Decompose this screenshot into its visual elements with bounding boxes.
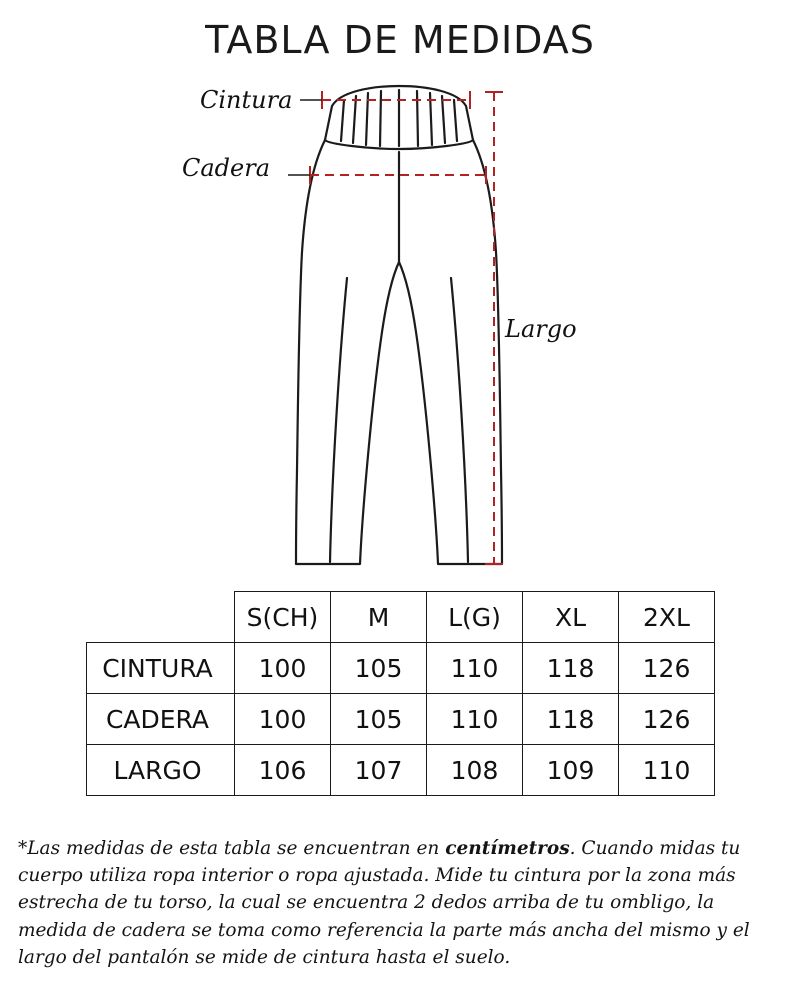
column-header-l: L(G) xyxy=(427,592,523,643)
label-cintura: Cintura xyxy=(200,86,293,114)
column-header-xl: XL xyxy=(523,592,619,643)
table-row xyxy=(87,694,715,745)
cell-largo-xl: 109 xyxy=(523,745,619,796)
page-title: TABLA DE MEDIDAS xyxy=(205,18,595,62)
column-header-s: S(CH) xyxy=(235,592,331,643)
row-header-cintura: CINTURA xyxy=(87,643,235,694)
measurements-table xyxy=(86,591,715,796)
pants-diagram xyxy=(0,70,800,580)
column-header-m: M xyxy=(331,592,427,643)
table-row xyxy=(87,745,715,796)
cell-cintura-xl: 118 xyxy=(523,643,619,694)
cell-cintura-l: 110 xyxy=(427,643,523,694)
cell-cintura-m: 105 xyxy=(331,643,427,694)
label-cadera: Cadera xyxy=(182,154,271,182)
cell-cadera-m: 105 xyxy=(331,694,427,745)
cell-cintura-s: 100 xyxy=(235,643,331,694)
row-header-cadera: CADERA xyxy=(87,694,235,745)
table-header-row xyxy=(87,592,715,643)
cell-largo-s: 106 xyxy=(235,745,331,796)
footnote-part-1: *Las medidas de esta tabla se encuentran en xyxy=(18,837,446,859)
column-header-2xl: 2XL xyxy=(619,592,715,643)
cell-largo-2xl: 110 xyxy=(619,745,715,796)
cell-cadera-xl: 118 xyxy=(523,694,619,745)
pants-illustration-svg xyxy=(0,70,800,580)
table-row xyxy=(87,643,715,694)
cell-largo-m: 107 xyxy=(331,745,427,796)
label-largo: Largo xyxy=(505,315,577,343)
row-header-largo: LARGO xyxy=(87,745,235,796)
cell-cadera-l: 110 xyxy=(427,694,523,745)
table-corner-cell xyxy=(87,592,235,643)
footnote-part-2: . Cuando midas tu cuerpo utiliza ropa interior o ropa ajustada. Mide tu cintura por la zona más estrecha de tu torso, la cual se encuentra 2 dedos arriba de tu ombligo, la medida de cadera se toma como referencia la parte más ancha del mismo y el largo del pantalón se mide de cintura hasta el suelo. xyxy=(18,837,750,968)
footnote xyxy=(18,835,784,972)
cell-cintura-2xl: 126 xyxy=(619,643,715,694)
footnote-emphasis: centímetros xyxy=(445,837,570,859)
cell-cadera-s: 100 xyxy=(235,694,331,745)
cell-cadera-2xl: 126 xyxy=(619,694,715,745)
cell-largo-l: 108 xyxy=(427,745,523,796)
